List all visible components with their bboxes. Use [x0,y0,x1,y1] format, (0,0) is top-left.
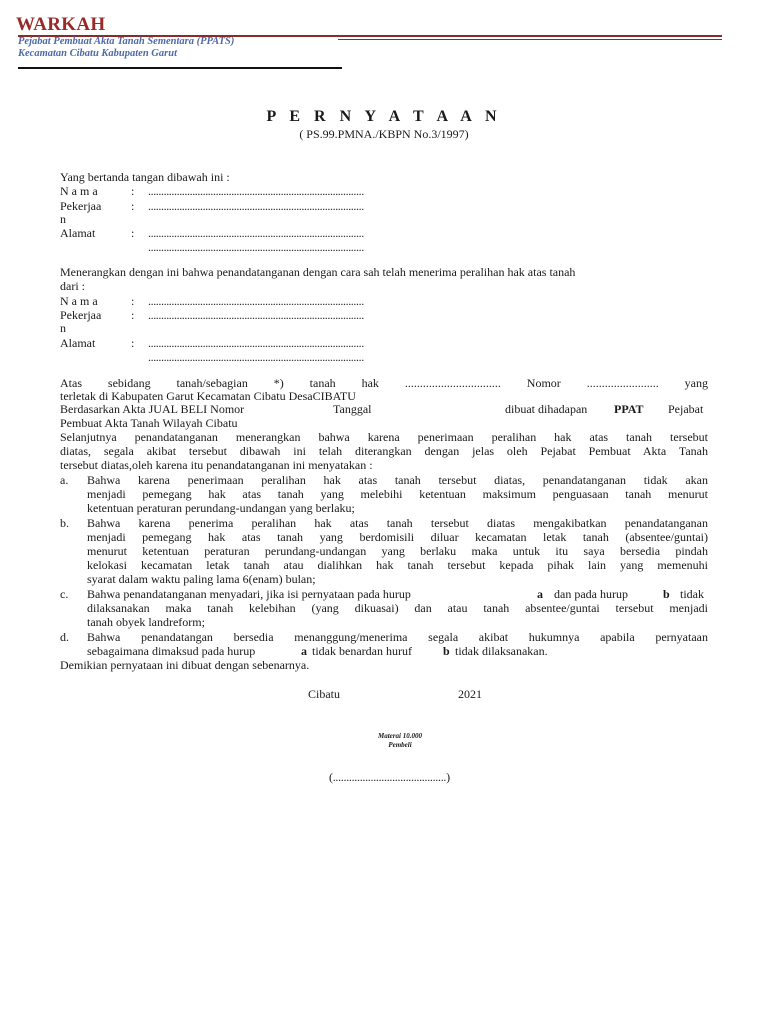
statement-intro-3: tersebut diatas,oleh karena itu penandatanganan ini menyatakan : [60,458,373,472]
item-c-text: dan pada hurup [554,587,628,601]
fill-line-job-1: ................................................................................... [148,199,364,213]
item-c-text: tidak [680,587,704,601]
fill-line-name-2: ................................................................................... [148,294,364,308]
fill-line-job-2: ................................................................................... [148,308,364,322]
item-b-marker: b. [60,516,69,530]
field-colon: : [131,308,135,322]
statement-intro: Selanjutnya penandatanganan menerangkan bahwa karena penerimaan peralihan hak atas tanah tersebut [60,430,708,444]
fill-line-address-2b: ................................................................................... [148,350,364,364]
fill-line-name-1: ................................................................................... [148,184,364,198]
deed-official-cont: Pembuat Akta Tanah Wilayah Cibatu [60,416,238,430]
document-reference: ( PS.99.PMNA./KBPN No.3/1997) [299,127,469,141]
district-name: Kecamatan Cibatu Kabupaten Garut [18,48,177,59]
item-d-text: Bahwa penandatangan bersedia menanggung/menerima segala akibat hukumnya apabila pernyataan [87,630,708,644]
fill-line-address-1: ................................................................................... [148,226,364,240]
item-d-text: tidak dilaksanakan. [455,644,548,658]
item-c-text: Bahwa penandatanganan menyadari, jika isi pernyataan pada hurup [87,587,411,601]
field-label-job-2-wrap: n [60,321,66,335]
deed-basis: Berdasarkan Akta JUAL BELI Nomor [60,402,245,416]
item-c-text: dilaksanakan maka tanah kelebihan (yang dikuasai) dan atau tanah absentee/guntai tersebut menjadi [87,601,708,615]
header-underline [18,67,342,69]
field-label-address-1: Alamat [60,226,96,240]
signer-role: Pembeli [388,741,412,749]
fill-line-address-1b: ................................................................................... [148,240,364,254]
item-a-text: Bahwa karena penerimaan peralihan hak atas tanah tersebut diatas, penandatanganan tidak akan [87,473,708,487]
document-title: P E R N Y A T A A N [266,108,502,125]
field-colon: : [131,226,135,240]
item-a-marker: a. [60,473,69,487]
item-c-text: tanah obyek landreform; [87,615,205,629]
field-colon: : [131,199,135,213]
item-d-text: sebagaimana dimaksud pada hurup [87,644,256,658]
stamp-note: Materai 10.000 [378,732,422,740]
item-b-text: menurut ketentuan peraturan perundang-undangan yang berlaku maka untuk itu saya bersedia pindah [87,544,708,558]
item-c-ref-a: a [537,587,543,601]
closing-statement: Demikian pernyataan ini dibuat dengan sebenarnya. [60,658,310,672]
deed-made-before: dibuat dihadapan [505,402,588,416]
field-colon: : [131,336,135,350]
item-b-text: Bahwa karena penerima peralihan hak atas tanah tersebut diatas mengakibatkan penandatanganan [87,516,708,530]
item-d-marker: d. [60,630,69,644]
brand-title: WARKAH [16,14,106,35]
section2-intro: Menerangkan dengan ini bahwa penandatanganan dengan cara sah telah menerima peralihan hak atas tanah [60,265,576,279]
field-label-job-2: Pekerjaa [60,308,102,322]
field-label-job-1-wrap: n [60,212,66,226]
land-location: terletak di Kabupaten Garut Kecamatan Cibatu DesaCIBATU [60,389,356,403]
deed-official: Pejabat [668,402,704,416]
item-a-text: ketentuan peraturan perundang-undangan yang berlaku; [87,501,355,515]
item-a-text: menjadi pemegang hak atas tanah yang melebihi ketentuan maksimum penguasaan tanah menurut [87,487,708,501]
office-name: Pejabat Pembuat Akta Tanah Sementara (PPATS) [18,36,235,47]
item-d-text: tidak benardan huruf [312,644,412,658]
section2-intro-cont: dari : [60,279,85,293]
land-description: Atas sebidang tanah/sebagian *) tanah hak ................................ Nomor ........................ yang [60,376,708,390]
item-c-ref-b: b [663,587,670,601]
signature-year: 2021 [458,687,482,701]
item-b-text: syarat dalam waktu paling lama 6(enam) bulan; [87,572,316,586]
item-d-ref-b: b [443,644,450,658]
signer-name-placeholder: (..........................................) [329,770,450,784]
signature-place: Cibatu [308,687,340,701]
deed-ppat: PPAT [614,402,644,416]
item-b-text: kelokasi kecamatan letak tanah atau dialihkan hak tanah tersebut kepada pihak lain yang memenuhi [87,558,708,572]
section1-intro: Yang bertanda tangan dibawah ini : [60,170,230,184]
field-colon: : [131,184,135,198]
item-d-ref-a: a [301,644,307,658]
item-c-marker: c. [60,587,69,601]
fill-line-address-2: ................................................................................... [148,336,364,350]
field-label-address-2: Alamat [60,336,96,350]
deed-date-label: Tanggal [333,402,372,416]
field-colon: : [131,294,135,308]
statement-intro-2: diatas, segala akibat tersebut dibawah ini telah diterangkan dengan jelas oleh Pejabat Pembuat Akta Tanah [60,444,708,458]
field-label-name-2: N a m a [60,294,98,308]
field-label-name-1: N a m a [60,184,98,198]
item-b-text: menjadi pemegang hak atas tanah yang berdomisili diluar kecamatan letak tanah (absentee/guntai) [87,530,708,544]
field-label-job-1: Pekerjaa [60,199,102,213]
header-rule-thin [338,39,722,40]
